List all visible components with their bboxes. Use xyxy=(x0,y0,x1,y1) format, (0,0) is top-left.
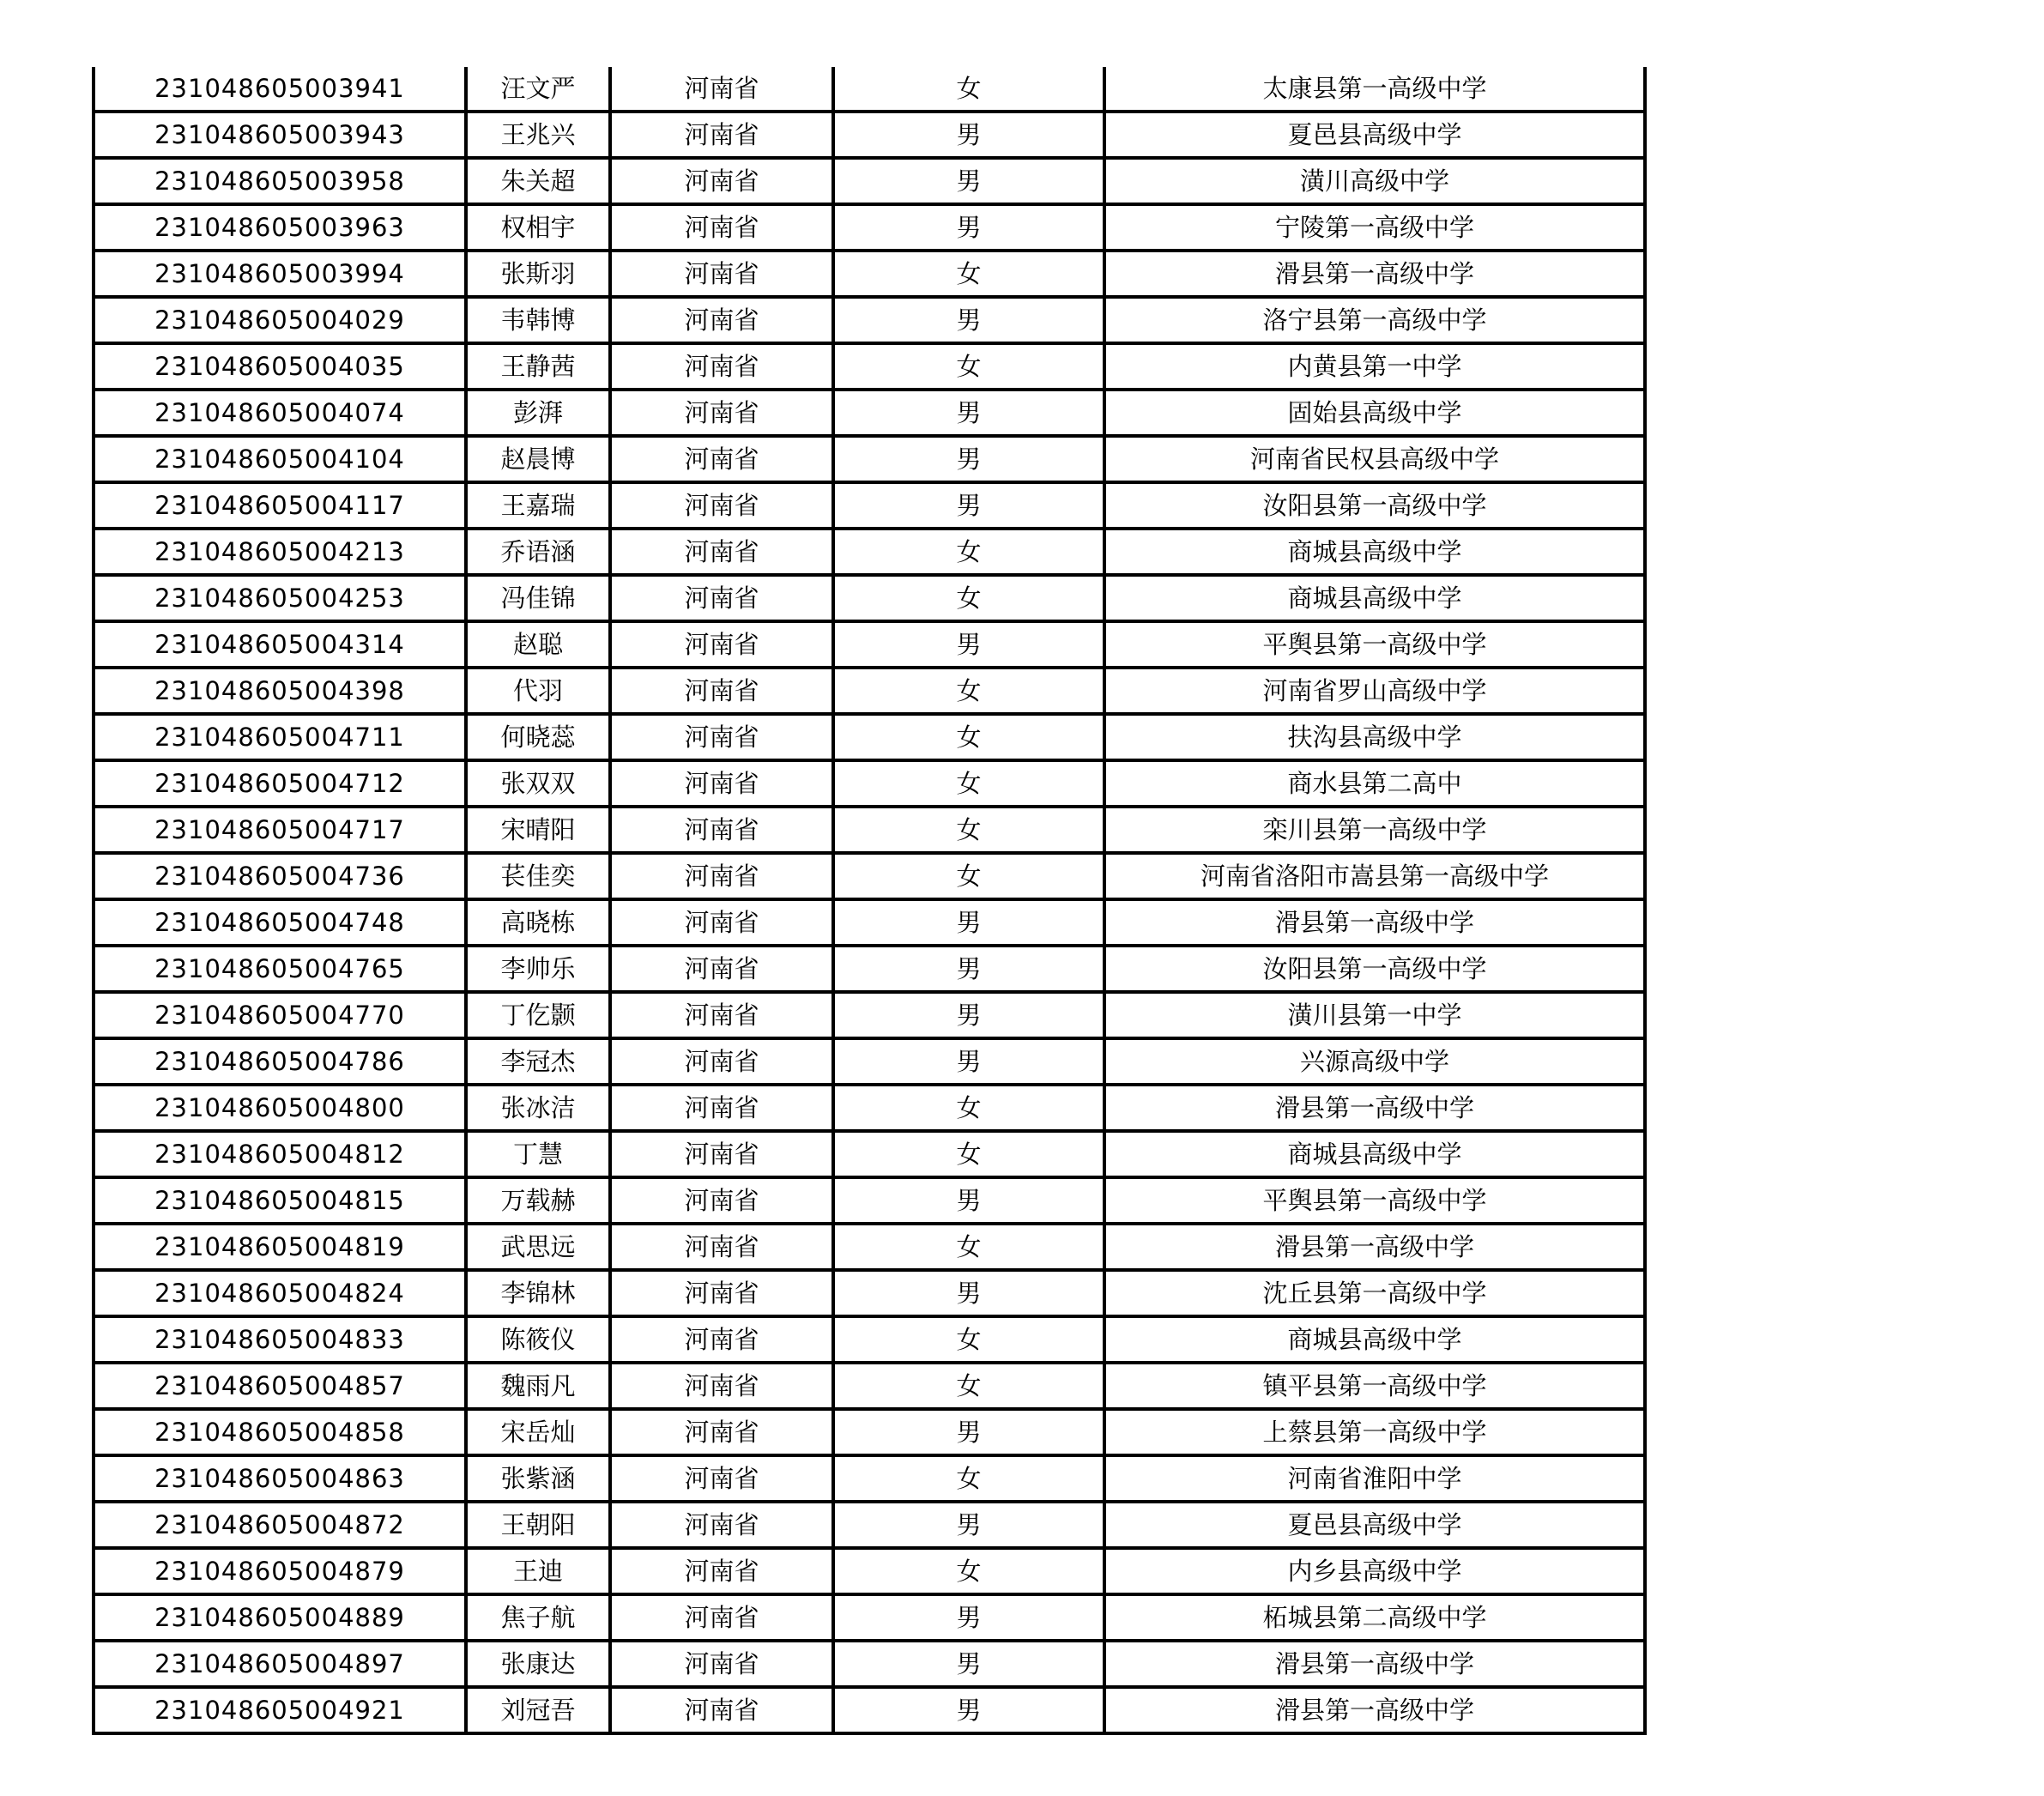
student-id-cell: 231048605004819 xyxy=(94,1224,466,1270)
student-id-cell: 231048605003958 xyxy=(94,158,466,204)
table-row xyxy=(94,1548,1645,1594)
gender-cell: 女 xyxy=(833,807,1104,853)
province-cell: 河南省 xyxy=(610,1131,833,1177)
student-name-cell: 高晓栋 xyxy=(466,899,610,946)
table-row xyxy=(94,946,1645,992)
student-id-cell: 231048605004253 xyxy=(94,575,466,621)
table-row xyxy=(94,158,1645,204)
table-row xyxy=(94,204,1645,251)
province-cell: 河南省 xyxy=(610,1224,833,1270)
province-cell: 河南省 xyxy=(610,760,833,807)
table-row xyxy=(94,297,1645,343)
gender-cell: 男 xyxy=(833,946,1104,992)
province-cell: 河南省 xyxy=(610,251,833,297)
school-cell: 平舆县第一高级中学 xyxy=(1104,621,1645,668)
school-cell: 潢川县第一中学 xyxy=(1104,992,1645,1038)
student-id-cell: 231048605004897 xyxy=(94,1641,466,1687)
table-row xyxy=(94,482,1645,529)
gender-cell: 男 xyxy=(833,1038,1104,1085)
student-name-cell: 张双双 xyxy=(466,760,610,807)
province-cell: 河南省 xyxy=(610,668,833,714)
province-cell: 河南省 xyxy=(610,899,833,946)
province-cell: 河南省 xyxy=(610,621,833,668)
province-cell: 河南省 xyxy=(610,1687,833,1733)
table-row xyxy=(94,529,1645,575)
gender-cell: 女 xyxy=(833,1316,1104,1363)
province-cell: 河南省 xyxy=(610,807,833,853)
student-name-cell: 魏雨凡 xyxy=(466,1363,610,1409)
school-cell: 夏邑县高级中学 xyxy=(1104,1502,1645,1548)
roster-body xyxy=(94,67,1645,1733)
table-row xyxy=(94,1177,1645,1224)
school-cell: 太康县第一高级中学 xyxy=(1104,67,1645,112)
table-row xyxy=(94,1687,1645,1733)
gender-cell: 女 xyxy=(833,853,1104,899)
student-name-cell: 李锦林 xyxy=(466,1270,610,1316)
province-cell: 河南省 xyxy=(610,204,833,251)
school-cell: 滑县第一高级中学 xyxy=(1104,1085,1645,1131)
student-id-cell: 231048605004117 xyxy=(94,482,466,529)
student-name-cell: 刘冠吾 xyxy=(466,1687,610,1733)
student-id-cell: 231048605004863 xyxy=(94,1455,466,1502)
student-name-cell: 朱关超 xyxy=(466,158,610,204)
student-id-cell: 231048605004824 xyxy=(94,1270,466,1316)
gender-cell: 女 xyxy=(833,529,1104,575)
student-id-cell: 231048605004717 xyxy=(94,807,466,853)
student-id-cell: 231048605004074 xyxy=(94,390,466,436)
table-row xyxy=(94,1502,1645,1548)
student-id-cell: 231048605004748 xyxy=(94,899,466,946)
student-name-cell: 丁仡颢 xyxy=(466,992,610,1038)
student-name-cell: 陈筱仪 xyxy=(466,1316,610,1363)
table-row xyxy=(94,1641,1645,1687)
table-row xyxy=(94,992,1645,1038)
table-row xyxy=(94,1085,1645,1131)
province-cell: 河南省 xyxy=(610,1409,833,1455)
province-cell: 河南省 xyxy=(610,1316,833,1363)
student-id-cell: 231048605004815 xyxy=(94,1177,466,1224)
student-id-cell: 231048605004800 xyxy=(94,1085,466,1131)
student-name-cell: 韦韩博 xyxy=(466,297,610,343)
table-row xyxy=(94,714,1645,760)
school-cell: 滑县第一高级中学 xyxy=(1104,1224,1645,1270)
school-cell: 滑县第一高级中学 xyxy=(1104,1687,1645,1733)
student-id-cell: 231048605004711 xyxy=(94,714,466,760)
school-cell: 河南省洛阳市嵩县第一高级中学 xyxy=(1104,853,1645,899)
school-cell: 洛宁县第一高级中学 xyxy=(1104,297,1645,343)
student-name-cell: 李冠杰 xyxy=(466,1038,610,1085)
gender-cell: 女 xyxy=(833,67,1104,112)
table-row xyxy=(94,1131,1645,1177)
province-cell: 河南省 xyxy=(610,946,833,992)
school-cell: 上蔡县第一高级中学 xyxy=(1104,1409,1645,1455)
student-name-cell: 张康达 xyxy=(466,1641,610,1687)
table-row xyxy=(94,390,1645,436)
student-id-cell: 231048605004104 xyxy=(94,436,466,482)
student-name-cell: 张斯羽 xyxy=(466,251,610,297)
gender-cell: 女 xyxy=(833,760,1104,807)
gender-cell: 男 xyxy=(833,204,1104,251)
gender-cell: 男 xyxy=(833,1177,1104,1224)
school-cell: 夏邑县高级中学 xyxy=(1104,112,1645,158)
table-row xyxy=(94,807,1645,853)
student-id-cell: 231048605004770 xyxy=(94,992,466,1038)
school-cell: 平舆县第一高级中学 xyxy=(1104,1177,1645,1224)
province-cell: 河南省 xyxy=(610,436,833,482)
table-row xyxy=(94,112,1645,158)
gender-cell: 男 xyxy=(833,112,1104,158)
student-id-cell: 231048605004314 xyxy=(94,621,466,668)
student-name-cell: 彭湃 xyxy=(466,390,610,436)
table-row xyxy=(94,575,1645,621)
student-id-cell: 231048605004398 xyxy=(94,668,466,714)
table-row xyxy=(94,1409,1645,1455)
student-name-cell: 汪文严 xyxy=(466,67,610,112)
student-name-cell: 苌佳奕 xyxy=(466,853,610,899)
student-id-cell: 231048605004879 xyxy=(94,1548,466,1594)
school-cell: 兴源高级中学 xyxy=(1104,1038,1645,1085)
province-cell: 河南省 xyxy=(610,1455,833,1502)
student-id-cell: 231048605004035 xyxy=(94,343,466,390)
student-name-cell: 权相宇 xyxy=(466,204,610,251)
province-cell: 河南省 xyxy=(610,112,833,158)
student-name-cell: 丁慧 xyxy=(466,1131,610,1177)
student-id-cell: 231048605004786 xyxy=(94,1038,466,1085)
table-row xyxy=(94,67,1645,112)
gender-cell: 男 xyxy=(833,899,1104,946)
school-cell: 滑县第一高级中学 xyxy=(1104,251,1645,297)
school-cell: 河南省民权县高级中学 xyxy=(1104,436,1645,482)
student-name-cell: 代羽 xyxy=(466,668,610,714)
gender-cell: 女 xyxy=(833,1131,1104,1177)
province-cell: 河南省 xyxy=(610,390,833,436)
student-id-cell: 231048605004736 xyxy=(94,853,466,899)
student-id-cell: 231048605003941 xyxy=(94,67,466,112)
school-cell: 商城县高级中学 xyxy=(1104,529,1645,575)
student-id-cell: 231048605004858 xyxy=(94,1409,466,1455)
table-row xyxy=(94,899,1645,946)
school-cell: 汝阳县第一高级中学 xyxy=(1104,946,1645,992)
province-cell: 河南省 xyxy=(610,1502,833,1548)
student-name-cell: 王嘉瑞 xyxy=(466,482,610,529)
student-name-cell: 王兆兴 xyxy=(466,112,610,158)
gender-cell: 女 xyxy=(833,668,1104,714)
province-cell: 河南省 xyxy=(610,1038,833,1085)
province-cell: 河南省 xyxy=(610,1177,833,1224)
gender-cell: 男 xyxy=(833,992,1104,1038)
gender-cell: 男 xyxy=(833,1502,1104,1548)
table-row xyxy=(94,621,1645,668)
gender-cell: 女 xyxy=(833,714,1104,760)
student-name-cell: 李帅乐 xyxy=(466,946,610,992)
table-row xyxy=(94,251,1645,297)
province-cell: 河南省 xyxy=(610,1594,833,1641)
gender-cell: 男 xyxy=(833,621,1104,668)
school-cell: 柘城县第二高级中学 xyxy=(1104,1594,1645,1641)
school-cell: 商城县高级中学 xyxy=(1104,575,1645,621)
gender-cell: 女 xyxy=(833,575,1104,621)
province-cell: 河南省 xyxy=(610,1363,833,1409)
school-cell: 镇平县第一高级中学 xyxy=(1104,1363,1645,1409)
student-id-cell: 231048605003943 xyxy=(94,112,466,158)
school-cell: 河南省淮阳中学 xyxy=(1104,1455,1645,1502)
province-cell: 河南省 xyxy=(610,992,833,1038)
student-id-cell: 231048605004765 xyxy=(94,946,466,992)
student-id-cell: 231048605004812 xyxy=(94,1131,466,1177)
student-name-cell: 王迪 xyxy=(466,1548,610,1594)
student-name-cell: 赵聪 xyxy=(466,621,610,668)
student-name-cell: 武思远 xyxy=(466,1224,610,1270)
student-name-cell: 宋晴阳 xyxy=(466,807,610,853)
table-row xyxy=(94,1270,1645,1316)
province-cell: 河南省 xyxy=(610,482,833,529)
gender-cell: 男 xyxy=(833,1409,1104,1455)
school-cell: 内黄县第一中学 xyxy=(1104,343,1645,390)
school-cell: 商城县高级中学 xyxy=(1104,1316,1645,1363)
student-id-cell: 231048605004857 xyxy=(94,1363,466,1409)
gender-cell: 女 xyxy=(833,1224,1104,1270)
table-row xyxy=(94,1363,1645,1409)
school-cell: 沈丘县第一高级中学 xyxy=(1104,1270,1645,1316)
school-cell: 滑县第一高级中学 xyxy=(1104,1641,1645,1687)
school-cell: 宁陵第一高级中学 xyxy=(1104,204,1645,251)
table-row xyxy=(94,343,1645,390)
table-row xyxy=(94,853,1645,899)
school-cell: 商水县第二高中 xyxy=(1104,760,1645,807)
student-id-cell: 231048605003994 xyxy=(94,251,466,297)
province-cell: 河南省 xyxy=(610,343,833,390)
gender-cell: 男 xyxy=(833,297,1104,343)
gender-cell: 女 xyxy=(833,251,1104,297)
student-id-cell: 231048605003963 xyxy=(94,204,466,251)
student-name-cell: 张紫涵 xyxy=(466,1455,610,1502)
gender-cell: 女 xyxy=(833,1548,1104,1594)
student-name-cell: 焦子航 xyxy=(466,1594,610,1641)
student-id-cell: 231048605004889 xyxy=(94,1594,466,1641)
table-row xyxy=(94,1038,1645,1085)
province-cell: 河南省 xyxy=(610,1085,833,1131)
gender-cell: 男 xyxy=(833,1270,1104,1316)
gender-cell: 男 xyxy=(833,1641,1104,1687)
table-row xyxy=(94,668,1645,714)
province-cell: 河南省 xyxy=(610,1548,833,1594)
gender-cell: 男 xyxy=(833,390,1104,436)
province-cell: 河南省 xyxy=(610,853,833,899)
student-name-cell: 冯佳锦 xyxy=(466,575,610,621)
province-cell: 河南省 xyxy=(610,529,833,575)
school-cell: 汝阳县第一高级中学 xyxy=(1104,482,1645,529)
table-row xyxy=(94,760,1645,807)
school-cell: 河南省罗山高级中学 xyxy=(1104,668,1645,714)
gender-cell: 男 xyxy=(833,482,1104,529)
province-cell: 河南省 xyxy=(610,714,833,760)
province-cell: 河南省 xyxy=(610,67,833,112)
table-row xyxy=(94,436,1645,482)
table-row xyxy=(94,1224,1645,1270)
school-cell: 内乡县高级中学 xyxy=(1104,1548,1645,1594)
school-cell: 栾川县第一高级中学 xyxy=(1104,807,1645,853)
student-roster-table xyxy=(92,67,1647,1735)
province-cell: 河南省 xyxy=(610,297,833,343)
student-name-cell: 赵晨博 xyxy=(466,436,610,482)
student-name-cell: 万载赫 xyxy=(466,1177,610,1224)
student-id-cell: 231048605004921 xyxy=(94,1687,466,1733)
table-row xyxy=(94,1316,1645,1363)
student-name-cell: 何晓蕊 xyxy=(466,714,610,760)
province-cell: 河南省 xyxy=(610,575,833,621)
province-cell: 河南省 xyxy=(610,158,833,204)
table-row xyxy=(94,1455,1645,1502)
student-id-cell: 231048605004213 xyxy=(94,529,466,575)
student-name-cell: 王静茜 xyxy=(466,343,610,390)
gender-cell: 女 xyxy=(833,1085,1104,1131)
student-id-cell: 231048605004872 xyxy=(94,1502,466,1548)
school-cell: 潢川高级中学 xyxy=(1104,158,1645,204)
student-id-cell: 231048605004712 xyxy=(94,760,466,807)
gender-cell: 男 xyxy=(833,436,1104,482)
gender-cell: 女 xyxy=(833,1363,1104,1409)
school-cell: 滑县第一高级中学 xyxy=(1104,899,1645,946)
student-name-cell: 张冰洁 xyxy=(466,1085,610,1131)
school-cell: 商城县高级中学 xyxy=(1104,1131,1645,1177)
student-id-cell: 231048605004029 xyxy=(94,297,466,343)
province-cell: 河南省 xyxy=(610,1641,833,1687)
gender-cell: 女 xyxy=(833,1455,1104,1502)
gender-cell: 男 xyxy=(833,1594,1104,1641)
gender-cell: 男 xyxy=(833,158,1104,204)
student-name-cell: 宋岳灿 xyxy=(466,1409,610,1455)
school-cell: 扶沟县高级中学 xyxy=(1104,714,1645,760)
student-name-cell: 王朝阳 xyxy=(466,1502,610,1548)
school-cell: 固始县高级中学 xyxy=(1104,390,1645,436)
province-cell: 河南省 xyxy=(610,1270,833,1316)
gender-cell: 女 xyxy=(833,343,1104,390)
table-row xyxy=(94,1594,1645,1641)
student-name-cell: 乔语涵 xyxy=(466,529,610,575)
student-id-cell: 231048605004833 xyxy=(94,1316,466,1363)
gender-cell: 男 xyxy=(833,1687,1104,1733)
